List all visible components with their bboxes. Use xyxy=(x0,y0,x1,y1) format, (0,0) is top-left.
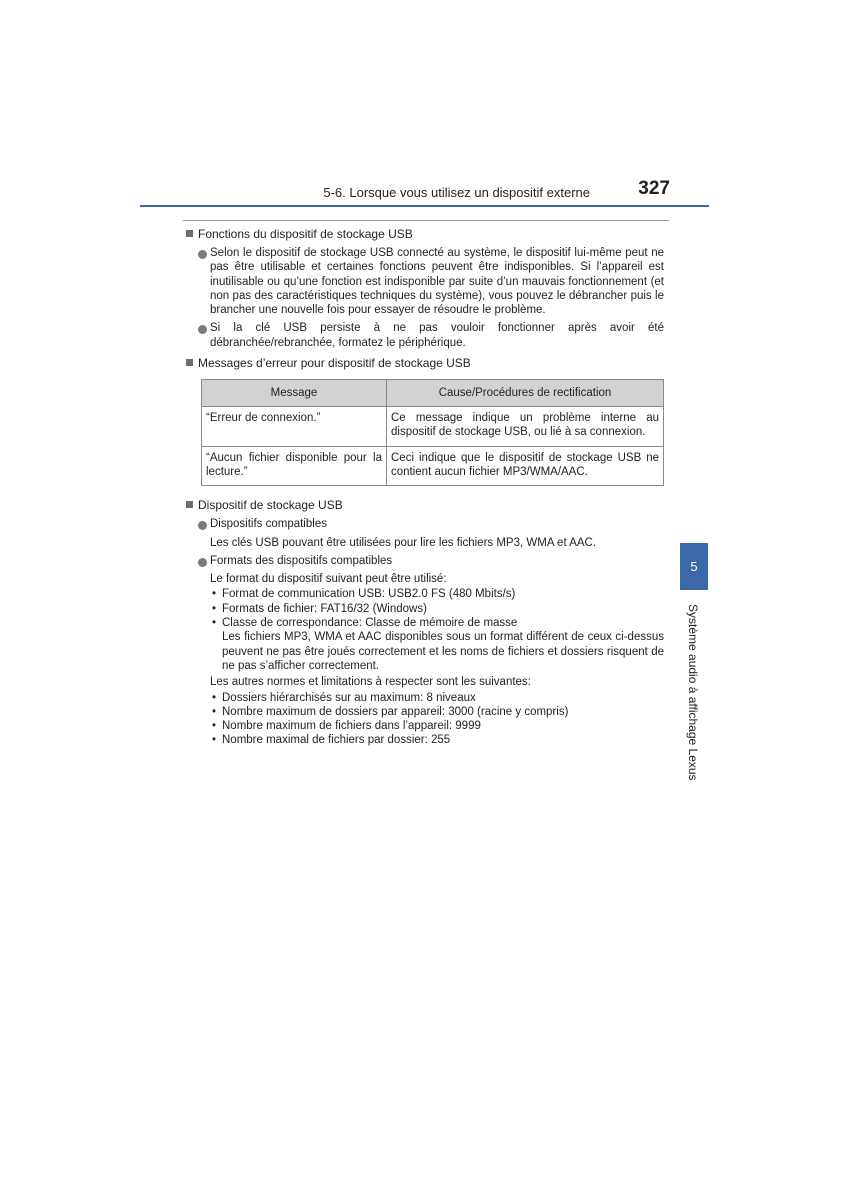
middot-bullet-icon: • xyxy=(212,602,217,615)
list-item-text: Format de communication USB: USB2.0 FS (480 Mbits/s) xyxy=(222,588,516,601)
note-paragraph: Les fichiers MP3, WMA et AAC disponibles sous un format différent de ceux ci-dessus peuvent ne pas être joués correctement et les noms de fichiers et dossiers risquent de ne pas s’afficher correctement. xyxy=(222,631,664,672)
subsection-label: Formats des dispositifs compatibles xyxy=(210,554,393,567)
middot-bullet-icon: • xyxy=(212,734,217,747)
page-content xyxy=(186,227,664,750)
list-item xyxy=(210,691,664,705)
header-rule xyxy=(140,205,709,207)
square-bullet-icon xyxy=(186,501,193,508)
list-item xyxy=(186,321,664,350)
table-row xyxy=(202,446,664,486)
circle-bullet-icon xyxy=(198,521,207,530)
column-header-cause: Cause/Procédures de rectification xyxy=(387,380,664,407)
column-header-message: Message xyxy=(202,380,387,407)
table-cell-message: “Aucun fichier disponible pour la lecture.” xyxy=(202,446,387,486)
chapter-number: 5 xyxy=(690,559,698,574)
list-item xyxy=(210,616,664,630)
table-cell-message: “Erreur de connexion.” xyxy=(202,407,387,447)
list-item xyxy=(210,719,664,733)
list-item-text: Si la clé USB persiste à ne pas vouloir fonctionner après avoir été débranchée/rebranchée, formatez le périphérique. xyxy=(210,322,664,349)
paragraph: Les clés USB pouvant être utilisées pour lire les fichiers MP3, WMA et AAC. xyxy=(210,536,597,549)
error-messages-table xyxy=(201,379,664,486)
middot-bullet-icon: • xyxy=(212,588,217,601)
list-item xyxy=(210,602,664,616)
table-row xyxy=(202,407,664,447)
chapter-title: Système audio à affichage Lexus xyxy=(686,604,700,781)
circle-bullet-icon xyxy=(198,558,207,567)
list-item xyxy=(186,246,664,317)
list-item-text: Formats de fichier: FAT16/32 (Windows) xyxy=(222,602,427,615)
circle-bullet-icon xyxy=(198,250,207,259)
section-heading-error-messages xyxy=(186,356,664,371)
middot-bullet-icon: • xyxy=(212,705,217,718)
list-item-text: Nombre maximum de fichiers dans l’appareil: 9999 xyxy=(222,720,481,733)
list-item-text: Selon le dispositif de stockage USB connecté au système, le dispositif lui-même peut ne pas être utilisable et certaines fonctions peuvent être indisponibles. Si l’appareil est inutilisable ou qu’une fonction est indisponible par suite d’un mauvais fonctionnement (et non pas des caractéristiques techniques du système), vous pouvez le débrancher puis le brancher une nouvelle fois pour essayer de résoudre le problème. xyxy=(210,247,664,317)
table-header-row xyxy=(202,380,664,407)
list-item xyxy=(210,705,664,719)
section-heading-text: Fonctions du dispositif de stockage USB xyxy=(198,227,413,241)
paragraph: Les autres normes et limitations à respecter sont les suivantes: xyxy=(210,676,531,689)
table-cell-cause: Ce message indique un problème interne au dispositif de stockage USB, ou lié à sa connexion. xyxy=(387,407,664,447)
middot-bullet-icon: • xyxy=(212,617,217,630)
list-item-text: Nombre maximal de fichiers par dossier: 255 xyxy=(222,734,451,747)
list-item xyxy=(186,517,664,531)
middot-bullet-icon: • xyxy=(212,720,217,733)
table-cell-cause: Ceci indique que le dispositif de stockage USB ne contient aucun fichier MP3/WMA/AAC. xyxy=(387,446,664,486)
limits-list xyxy=(186,691,664,748)
section-heading-text: Messages d’erreur pour dispositif de stockage USB xyxy=(198,356,471,371)
section-heading-usb-device xyxy=(186,498,664,513)
square-bullet-icon xyxy=(186,230,193,237)
subsection-label: Dispositifs compatibles xyxy=(210,518,327,531)
square-bullet-icon xyxy=(186,359,193,366)
paragraph: Le format du dispositif suivant peut être utilisé: xyxy=(210,573,447,586)
section-heading-text: Dispositif de stockage USB xyxy=(198,498,343,513)
running-header-title: 5-6. Lorsque vous utilisez un dispositif externe xyxy=(323,185,590,200)
middot-bullet-icon: • xyxy=(212,691,217,704)
list-item-text: Dossiers hiérarchisés sur au maximum: 8 niveaux xyxy=(222,691,476,704)
format-list xyxy=(186,587,664,673)
list-item xyxy=(210,587,664,601)
circle-bullet-icon xyxy=(198,325,207,334)
list-item xyxy=(186,554,664,568)
header-divider xyxy=(183,220,669,221)
section-heading-usb-functions xyxy=(186,227,664,242)
list-item xyxy=(210,733,664,747)
list-item-text: Classe de correspondance: Classe de mémoire de masse xyxy=(222,617,518,630)
page-number: 327 xyxy=(638,178,670,199)
list-item-text: Nombre maximum de dossiers par appareil: 3000 (racine y compris) xyxy=(222,705,569,718)
chapter-tab xyxy=(680,543,708,590)
